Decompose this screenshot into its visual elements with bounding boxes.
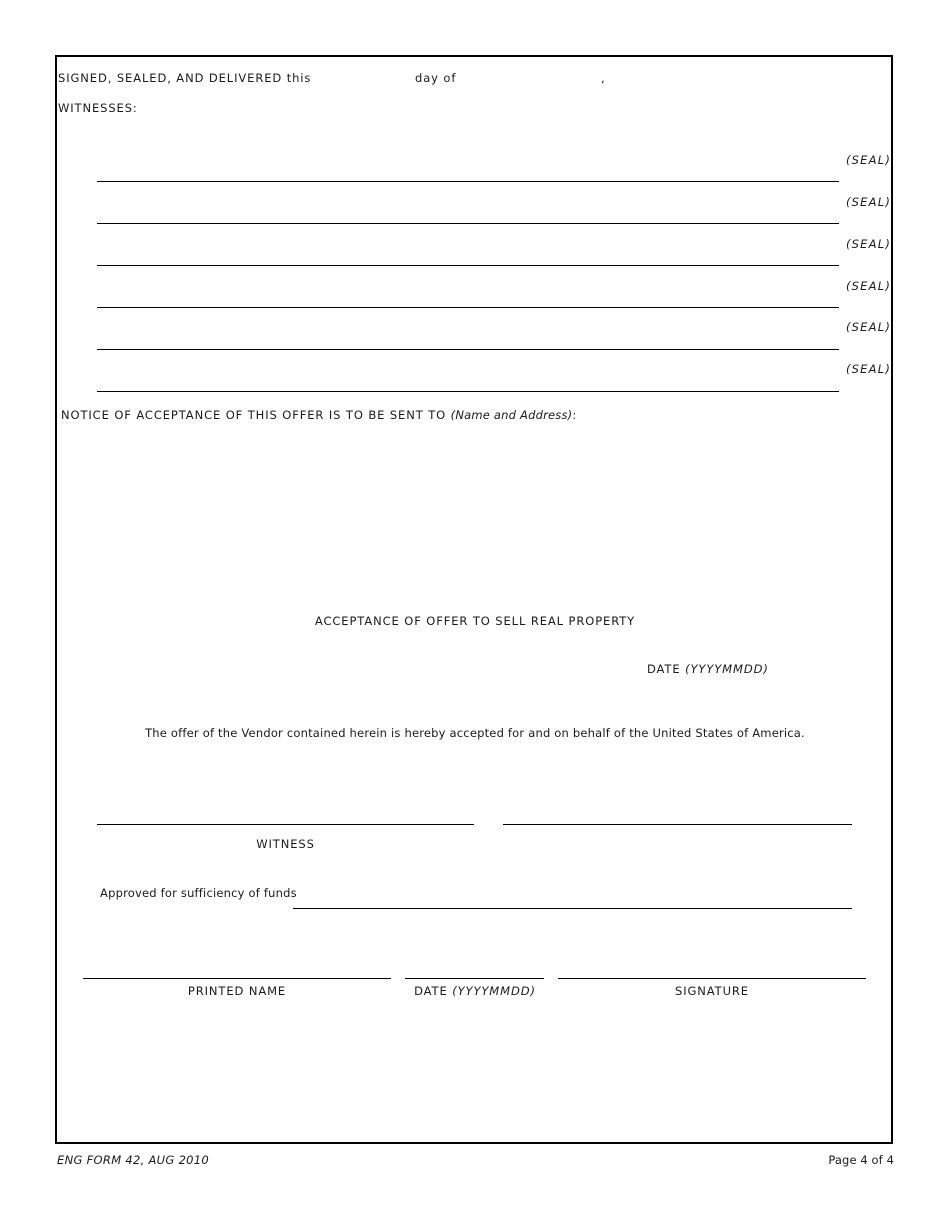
seal-label-2: (SEAL) <box>846 195 892 209</box>
page-number: Page 4 of 4 <box>828 1153 894 1167</box>
witness-signature-line-5[interactable] <box>97 349 839 350</box>
printed-name-line[interactable] <box>83 978 391 979</box>
acceptance-date-field[interactable] <box>646 678 846 696</box>
seal-label-3: (SEAL) <box>846 237 892 251</box>
form-frame <box>55 55 893 1144</box>
witness-signature-line-6[interactable] <box>97 391 839 392</box>
notice-label: NOTICE OF ACCEPTANCE OF THIS OFFER IS TO BE SENT TO (Name and Address): <box>61 408 578 422</box>
form-id: ENG FORM 42, AUG 2010 <box>57 1153 210 1167</box>
officer-signature-line[interactable] <box>503 824 852 825</box>
acceptance-statement: The offer of the Vendor contained herein is hereby accepted for and on behalf of the United States of America. <box>145 726 805 740</box>
seal-label-6: (SEAL) <box>846 362 892 376</box>
seal-label-5: (SEAL) <box>846 320 892 334</box>
signed-day-field[interactable] <box>296 71 408 85</box>
notice-hint: (Name and Address) <box>450 408 573 422</box>
notice-address-area[interactable] <box>60 426 888 596</box>
seal-label-4: (SEAL) <box>846 279 892 293</box>
signed-year-field[interactable] <box>610 71 730 85</box>
witness-signature-line-4[interactable] <box>97 307 839 308</box>
witness-signature-line-2[interactable] <box>97 223 839 224</box>
witness-line[interactable] <box>97 824 474 825</box>
signed-month-field[interactable] <box>456 71 596 85</box>
witnesses-label: WITNESSES: <box>58 101 138 115</box>
funds-approval-line[interactable] <box>293 908 852 909</box>
acceptance-date-format: (YYYYMMDD) <box>685 662 769 676</box>
witness-label: WITNESS <box>256 837 315 851</box>
acceptance-title: ACCEPTANCE OF OFFER TO SELL REAL PROPERTY <box>314 614 636 628</box>
comma-label: , <box>601 71 606 85</box>
signed-sealed-label: SIGNED, SEALED, AND DELIVERED this <box>58 71 312 85</box>
funds-label: Approved for sufficiency of funds <box>100 886 297 900</box>
signature-label: SIGNATURE <box>675 984 749 998</box>
seal-label-1: (SEAL) <box>846 153 892 167</box>
printed-name-label: PRINTED NAME <box>187 984 287 998</box>
funds-signature-line[interactable] <box>558 978 866 979</box>
witness-signature-line-1[interactable] <box>97 181 839 182</box>
day-of-label: day of <box>415 71 457 85</box>
acceptance-date-label: DATE (YYYYMMDD) <box>647 662 769 676</box>
funds-date-line[interactable] <box>405 978 544 979</box>
witness-signature-line-3[interactable] <box>97 265 839 266</box>
funds-date-label: DATE (YYYYMMDD) <box>414 984 536 998</box>
